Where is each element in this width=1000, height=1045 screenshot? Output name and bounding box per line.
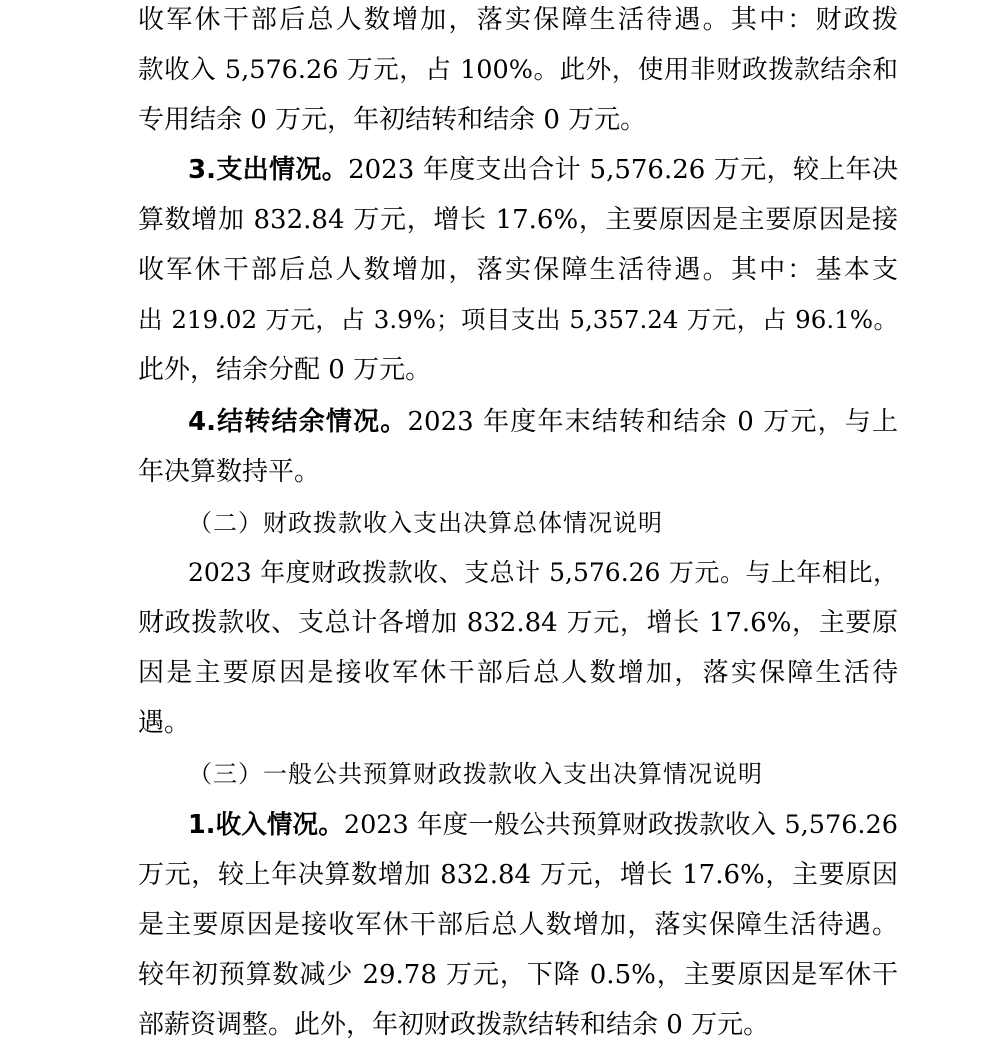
paragraph-line: 算数增加 832.84 万元，增长 17.6%，主要原因是主要原因是接: [138, 205, 898, 235]
section-heading: （三）一般公共预算财政拨款收入支出决算情况说明: [188, 760, 763, 788]
paragraph-text: 2023 年度一般公共预算财政拨款收入 5,576.26: [343, 810, 898, 840]
paragraph-line: 款收入 5,576.26 万元，占 100%。此外，使用非财政拨款结余和: [138, 55, 898, 85]
paragraph-line: 万元，较上年决算数增加 832.84 万元，增长 17.6%，主要原因: [138, 860, 898, 890]
paragraph-line: 遇。: [138, 708, 191, 738]
paragraph-line: [188, 805, 898, 845]
paragraph-line: 是主要原因是接收军休干部后总人数增加，落实保障生活待遇。: [138, 910, 898, 940]
paragraph-line: 专用结余 0 万元，年初结转和结余 0 万元。: [138, 105, 647, 135]
paragraph-line: 收军休干部后总人数增加，落实保障生活待遇。其中：财政拨: [138, 5, 898, 35]
paragraph-line: 出 219.02 万元，占 3.9%；项目支出 5,357.24 万元，占 96.1%。: [138, 305, 898, 334]
paragraph-line: [188, 402, 898, 442]
paragraph-line: 较年初预算数减少 29.78 万元，下降 0.5%，主要原因是军休干: [138, 960, 898, 990]
paragraph-line: [188, 150, 898, 190]
section-lead: 3.支出情况。: [188, 155, 349, 185]
paragraph-line: 因是主要原因是接收军休干部后总人数增加，落实保障生活待: [138, 658, 898, 688]
paragraph-text: 2023 年度年末结转和结余 0 万元，与上: [407, 407, 898, 437]
paragraph-line: 2023 年度财政拨款收、支总计 5,576.26 万元。与上年相比，: [188, 558, 898, 587]
section-lead: 1.收入情况。: [188, 810, 344, 840]
paragraph-line: 此外，结余分配 0 万元。: [138, 355, 432, 385]
paragraph-line: 部薪资调整。此外，年初财政拨款结转和结余 0 万元。: [138, 1010, 770, 1040]
paragraph-line: 年决算数持平。: [138, 457, 321, 487]
paragraph-line: 财政拨款收、支总计各增加 832.84 万元，增长 17.6%，主要原: [138, 608, 898, 638]
section-heading: （二）财政拨款收入支出决算总体情况说明: [188, 509, 663, 537]
paragraph-text: 2023 年度支出合计 5,576.26 万元，较上年决: [348, 155, 899, 185]
section-lead: 4.结转结余情况。: [188, 407, 408, 437]
paragraph-line: 收军休干部后总人数增加，落实保障生活待遇。其中：基本支: [138, 255, 898, 285]
